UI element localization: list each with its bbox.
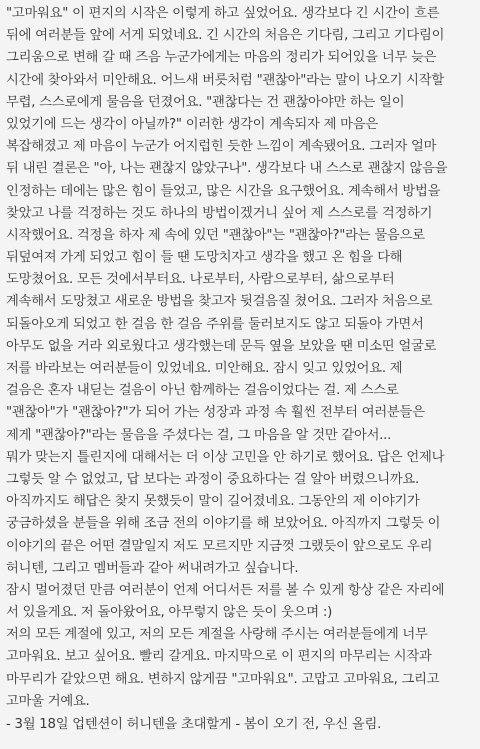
letter-line: 저의 모든 계절에 있고, 저의 모든 계절을 사랑해 주시는 여러분들에게 너무 (6, 627, 428, 643)
letter-line: "고마워요" 이 편지의 시작은 이렇게 하고 싶었어요. 생각보다 긴 시간이 흐른 (6, 6, 440, 21)
letter-line: 마무리가 같았으면 해요. 변하지 않게끔 "고마워요". 고맙고 고마워요, 그리고 (6, 671, 440, 687)
letter-line: 고마워요. 보고 싶어요. 빨리 갈게요. 마지막으로 이 편지의 마무리는 시작과 (6, 649, 432, 665)
letter-line: "괜찮아"가 "괜찮아?"가 되어 가는 성장과 과정 속 훨씬 전부터 여러분들은 (6, 405, 425, 421)
letter-line: 뭐가 맞는지 틀린지에 대해서는 더 이상 고민을 안 하기로 했어요. 답은 언제나 (6, 449, 445, 465)
letter-line: 도망쳤어요. 모든 것에서부터요. 나로부터, 사람으로부터, 삶으로부터 (6, 272, 395, 288)
letter-line: 시간에 찾아와서 미안해요. 어느새 버릇처럼 "괜찮아"라는 말이 나오기 시작할 (6, 72, 444, 88)
letter-line: 인정하는 데에는 많은 힘이 들었고, 많은 시간을 요구했어요. 계속해서 방법을 (6, 183, 441, 199)
letter-line: 있었기에 드는 생각이 아닐까?" 이러한 생각이 계속되자 제 마음은 (6, 116, 378, 132)
letter-line: 궁금하셨을 분들을 위해 조금 전의 이야기를 해 보았어요. 아직까지 그렇듯 이 (6, 516, 441, 532)
letter-line: 그렇듯 알 수 없었고, 답 보다는 과정이 중요하다는 걸 알아 버렸으니까요. (6, 471, 419, 487)
letter-line: 되돌아오게 되었고 한 걸음 한 걸음 주위를 둘러보지도 않고 되돌아 가면서 (6, 316, 424, 332)
letter-line: 잠시 멀어졌던 만큼 여러분이 언제 어디서든 저를 볼 수 있게 항상 같은 자리에 (6, 582, 445, 598)
letter-line: 뒤에 여러분들 앞에 서게 되었네요. 긴 시간의 처음은 기다림, 그리고 기다림이 (6, 28, 445, 44)
letter-line: 이야기의 끝은 어떤 결말일지 저도 모르지만 지금껏 그랬듯이 앞으로도 우리 (6, 538, 433, 554)
letter-line: 허니텐, 그리고 멤버들과 같아 써내려가고 싶습니다. (6, 560, 299, 576)
letter-line: 아무도 없을 거라 외로웠다고 생각했는데 문득 옆을 보았을 땐 미소띤 얼굴로 (6, 338, 437, 354)
letter-line: 저를 바라보는 여러분들이 있었네요. 미안해요. 잠시 잊고 있었어요. 제 (6, 361, 403, 376)
letter-line: 시작했어요. 걱정을 하자 제 속에 있던 "괜찮아"는 "괜찮아?"라는 물음으로 (6, 227, 425, 243)
letter-line: 무렵, 스스로에게 물음을 던졌어요. "괜찮다는 건 괜찮아야만 하는 일이 (6, 94, 405, 110)
letter-line: 서 있을게요. 저 돌아왔어요, 아무렇지 않은 듯이 웃으며 :) (6, 605, 333, 621)
letter-line: 계속해서 도망쳤고 새로운 방법을 찾고자 뒷걸음질 쳤어요. 그러자 처음으로 (6, 294, 433, 310)
letter-line: 걸음은 혼자 내딛는 걸음이 아닌 함께하는 걸음이었다는 걸. 제 스스로 (6, 383, 399, 399)
letter-line: 복잡해졌고 제 마음이 누군가 어지럽힌 듯한 느낌이 계속됐어요. 그러자 얼마 (6, 139, 437, 155)
letter-line: 제게 "괜찮아?"라는 물음을 주셨다는 걸, 그 마음을 알 것만 같아서... (6, 427, 392, 443)
letter-line: 뒤덮여져 가게 되었고 힘이 들 땐 도망치자고 생각을 했고 온 힘을 다해 (6, 250, 403, 266)
letter-line: 뒤 내린 결론은 "아, 나는 괜찮지 않았구나". 생각보다 내 스스로 괜찮지 않음을 (6, 161, 448, 177)
letter-line: 아직까지도 해답은 찾지 못했듯이 말이 길어졌네요. 그동안의 제 이야기가 (6, 494, 420, 510)
letter-line: 그리움으로 변해 갈 때 즈음 누군가에게는 마음의 정리가 되어있을 너무 늦은 (6, 50, 437, 66)
letter-line: 찾았고 나를 걱정하는 것도 하나의 방법이겠거니 싶어 제 스스로를 걱정하기 (6, 205, 433, 221)
letter-line: 고마울 거예요. (6, 693, 90, 709)
letter-signature-line: - 3월 18일 업텐션이 허니텐을 초대할게 - 봄이 오기 전, 우신 올림. (6, 717, 382, 732)
